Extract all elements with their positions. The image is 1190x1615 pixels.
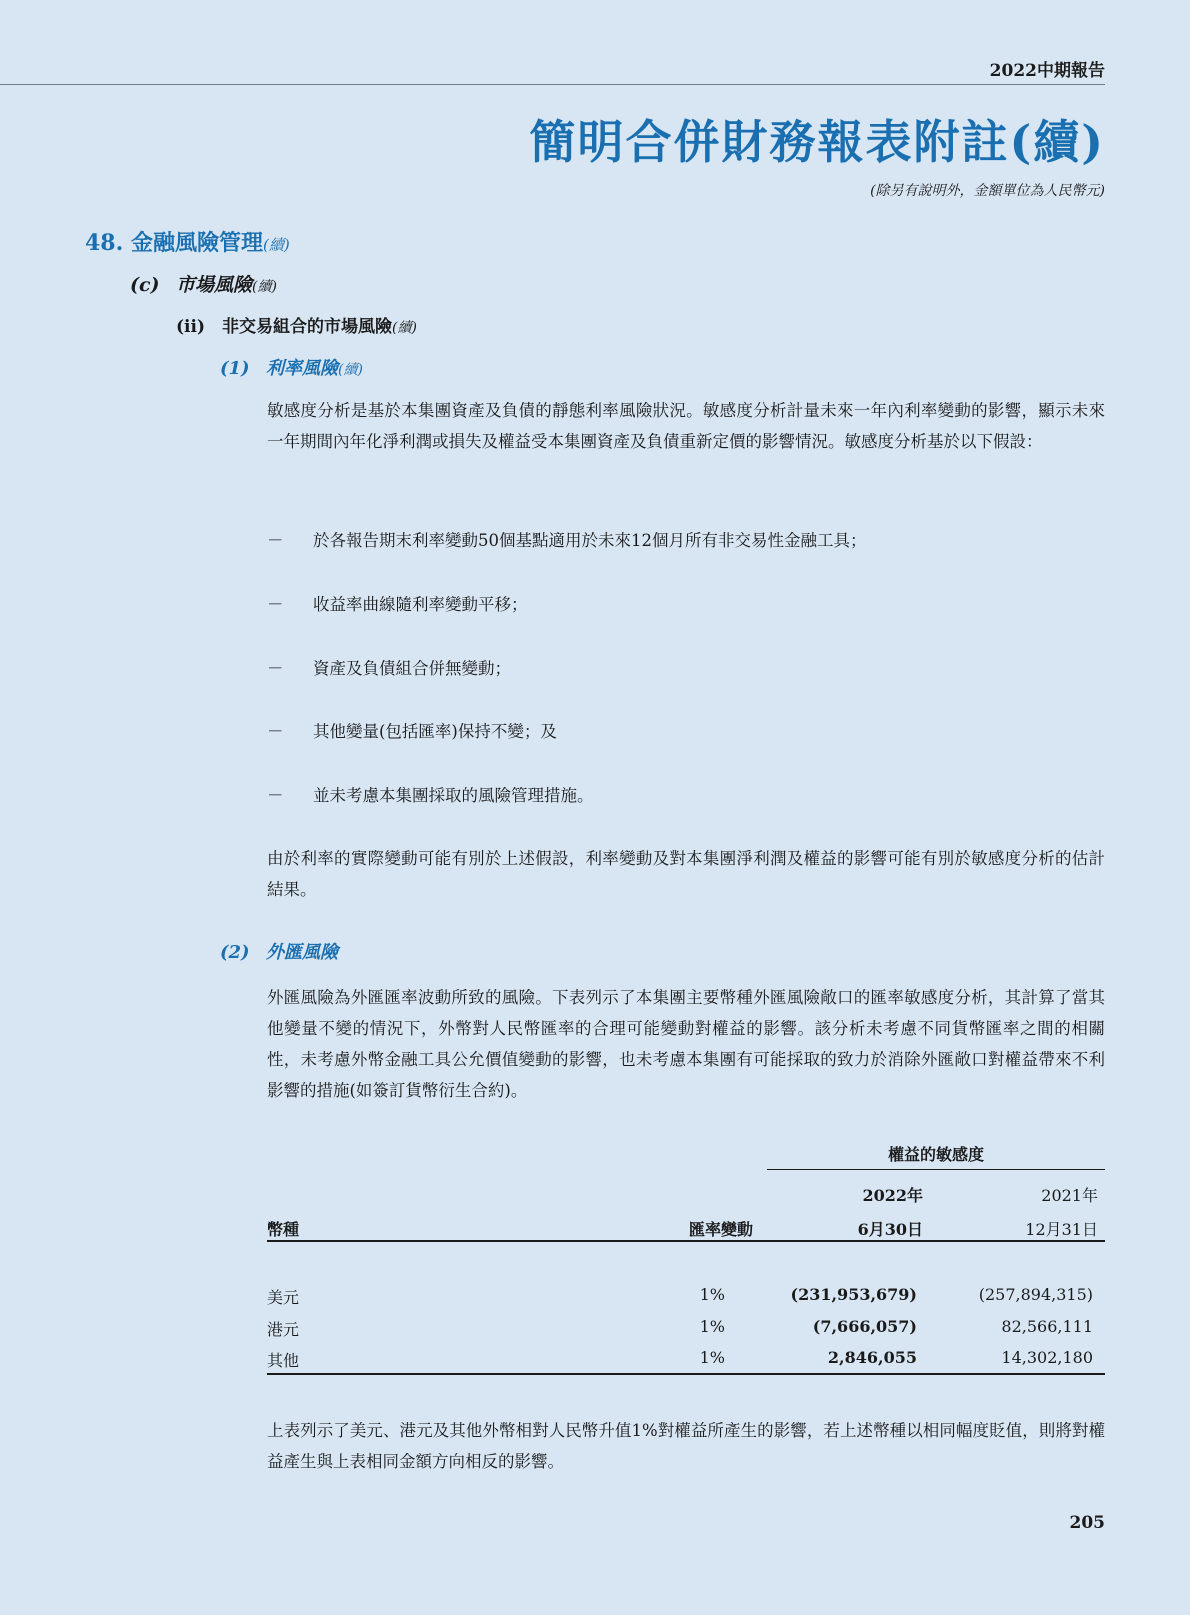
- table-group-header: 權益的敏感度: [887, 1145, 984, 1164]
- section-title: 市場風險: [176, 274, 253, 296]
- section-number: (2): [220, 942, 250, 963]
- column-header-2022-date: 6月30日: [857, 1220, 923, 1239]
- continued-label: (續): [392, 320, 417, 336]
- list-item: [267, 718, 557, 742]
- list-item-text: 資產及負債組合併無變動；: [313, 659, 511, 678]
- paragraph-interest-note: 由於利率的實際變動可能有別於上述假設，利率變動及對本集團淨利潤及權益的影響可能有別於敏感度分析的估計結果。: [267, 849, 1105, 899]
- page-title: 簡明合併財務報表附註(續): [529, 115, 1105, 169]
- paragraph-fx-risk: 外匯風險為外匯匯率波動所致的風險。下表列示了本集團主要幣種外匯風險敞口的匯率敏感度分析，其計算了當其他變量不變的情況下，外幣對人民幣匯率的合理可能變動對權益的影響。該分析未考慮不同貨幣匯率之間的相關性，未考慮外幣金融工具公允價值變動的影響，也未考慮本集團有可能採取的致力於消除外匯敞口對權益帶來不利影響的措施(如簽訂貨幣衍生合約)。: [267, 988, 1105, 1100]
- section-48-heading: [85, 226, 290, 257]
- section-number: (c): [130, 274, 160, 296]
- table-row: [267, 1285, 1105, 1315]
- table-bottom-rule: [267, 1373, 1105, 1375]
- section-2-heading: [220, 938, 338, 964]
- list-item: [267, 655, 511, 679]
- list-item-text: 並未考慮本集團採取的風險管理措施。: [313, 786, 594, 805]
- cell-rate: 1%: [699, 1317, 725, 1336]
- cell-2021: (257,894,315): [978, 1285, 1093, 1304]
- section-title: 非交易組合的市場風險: [222, 317, 392, 337]
- section-title: 外匯風險: [266, 942, 338, 963]
- cell-currency: 港元: [267, 1320, 300, 1339]
- list-item: [267, 527, 867, 551]
- dash-icon: －: [267, 786, 284, 805]
- cell-currency: 美元: [267, 1288, 300, 1307]
- cell-2021: 14,302,180: [1001, 1348, 1093, 1367]
- section-number: (ii): [176, 317, 206, 337]
- paragraph-table-note: 上表列示了美元、港元及其他外幣相對人民幣升值1%對權益所產生的影響，若上述幣種以相同幅度貶值，則將對權益產生與上表相同金額方向相反的影響。: [267, 1421, 1105, 1471]
- section-1-heading: [220, 354, 363, 380]
- paragraph-sensitivity: 敏感度分析是基於本集團資產及負債的靜態利率風險狀況。敏感度分析計量未來一年內利率變動的影響，顯示未來一年期間內年化淨利潤或損失及權益受本集團資產及負債重新定價的影響情況。敏感度分析基於以下假設：: [267, 401, 1105, 451]
- dash-icon: －: [267, 722, 284, 741]
- cell-2022: 2,846,055: [827, 1348, 917, 1367]
- cell-rate: 1%: [699, 1348, 725, 1367]
- column-header-2021-date: 12月31日: [1025, 1220, 1098, 1239]
- cell-2022: (7,666,057): [812, 1317, 917, 1336]
- report-label: 2022中期報告: [989, 61, 1105, 81]
- dash-icon: －: [267, 595, 284, 614]
- table-group-rule: [767, 1169, 1105, 1170]
- column-header-2022-year: 2022年: [862, 1186, 923, 1205]
- table-header-rule: [267, 1240, 1105, 1242]
- page-number: 205: [1069, 1513, 1105, 1533]
- column-header-rate: 匯率變動: [688, 1220, 753, 1239]
- column-header-2021-year: 2021年: [1041, 1186, 1098, 1205]
- continued-label: (續): [252, 279, 277, 295]
- page-subtitle: (除另有說明外，金額單位為人民幣元): [870, 183, 1105, 199]
- cell-currency: 其他: [267, 1351, 300, 1370]
- list-item: [267, 782, 594, 806]
- header-rule: [0, 84, 1105, 85]
- section-number: 48.: [85, 230, 124, 256]
- section-number: (1): [220, 358, 250, 379]
- cell-2021: 82,566,111: [1001, 1317, 1093, 1336]
- cell-2022: (231,953,679): [790, 1285, 917, 1304]
- section-title: 利率風險: [266, 358, 338, 379]
- list-item: [267, 591, 528, 615]
- section-ii-heading: [176, 312, 417, 337]
- section-title: 金融風險管理: [130, 230, 263, 256]
- column-header-currency: 幣種: [267, 1220, 300, 1239]
- cell-rate: 1%: [699, 1285, 725, 1304]
- table-row: [267, 1317, 1105, 1347]
- list-item-text: 收益率曲線隨利率變動平移；: [313, 595, 528, 614]
- dash-icon: －: [267, 531, 284, 550]
- continued-label: (續): [338, 362, 363, 378]
- list-item-text: 於各報告期末利率變動50個基點適用於未來12個月所有非交易性金融工具；: [313, 531, 867, 550]
- section-c-heading: [130, 270, 277, 297]
- list-item-text: 其他變量(包括匯率)保持不變；及: [313, 722, 557, 741]
- continued-label: (續): [262, 236, 290, 254]
- dash-icon: －: [267, 659, 284, 678]
